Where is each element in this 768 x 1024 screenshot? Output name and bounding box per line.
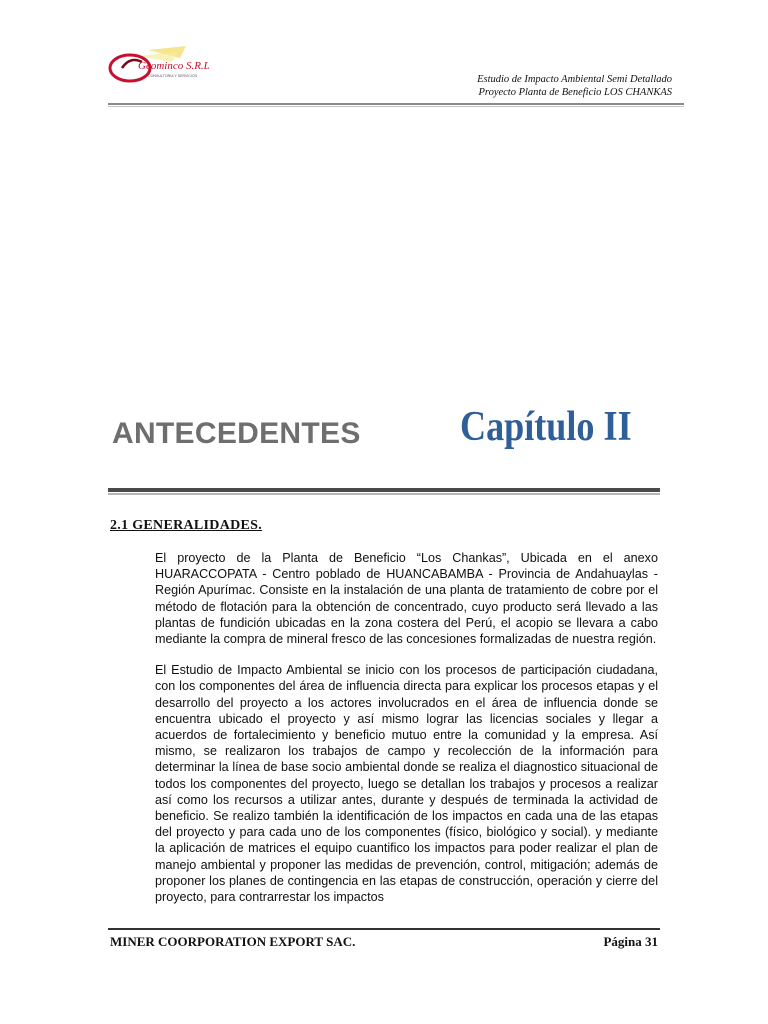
paragraph-2: El Estudio de Impacto Ambiental se inicio con los procesos de participación ciudadana, con los componentes del área de influencia directa para explicar los procesos etapas y el desarrollo del proyecto a los actores involucrados en el área de influencia donde se encuentra ubicado el proyecto y así mismo lograr las licencias sociales y llegar a acuerdos de fortalecimiento y beneficio mutuo entre la comunidad y la empresa. Así mismo, se realizaron los trabajos de campo y recolección de la información para determinar la línea de base socio ambiental donde se realiza el diagnostico situacional de todos los componentes del proyecto, luego se detallan los trabajos y procesos a realizar así como los recursos a utilizar antes, durante y después de terminada la actividad de beneficio. Se realizo también la identificación de los impactos en cada una de las etapas del proyecto y para cada uno de los componentes (físico, biológico y social). y mediante la aplicación de matrices el equipo cuantifico los impactos para poder realizar el plan de manejo ambiental y proponer las medidas de prevención, control, mitigación; además de proponer los planes de contingencia en las etapas de construcción, operación y cierre del proyecto, para contrarrestar los impactos	[155, 663, 658, 905]
chapter-divider	[108, 488, 660, 492]
document-header	[477, 73, 672, 99]
body-viewport	[0, 530, 768, 922]
company-logo	[108, 42, 228, 88]
logo-text: Geominco S.R.L	[138, 60, 210, 72]
chapter-divider-shadow	[108, 493, 660, 495]
footer-divider	[108, 928, 660, 930]
header-line-1: Estudio de Impacto Ambiental Semi Detallado	[477, 74, 672, 85]
header-divider-secondary	[108, 106, 684, 107]
logo-tagline: CONSULTORIA Y SERVICIOS	[148, 74, 198, 78]
header-divider	[108, 103, 684, 105]
page-number: Página 31	[603, 934, 658, 949]
section-title: ANTECEDENTES	[112, 417, 361, 450]
chapter-label: Capítulo II	[460, 404, 632, 450]
paragraph-1: El proyecto de la Planta de Beneficio “Los Chankas”, Ubicada en el anexo HUARACCOPATA - Centro poblado de HUANCABAMBA - Provincia de Andahuaylas - Región Apurímac. Consiste en la instalación de una planta de tratamiento de cobre por el método de flotación para la obtención de concentrado, cuyo producto será llevado a las plantas de fundición ubicadas en la zona costera del Perú, el acopio se llevara a cabo mediante la compra de mineral fresco de las concesiones formalizadas de nuestra región.	[155, 551, 658, 647]
header-line-2: Proyecto Planta de Beneficio LOS CHANKAS	[478, 87, 672, 98]
subheading: 2.1 GENERALIDADES.	[110, 518, 263, 533]
body-text	[155, 550, 658, 920]
footer-company: MINER COORPORATION EXPORT SAC.	[110, 934, 356, 949]
